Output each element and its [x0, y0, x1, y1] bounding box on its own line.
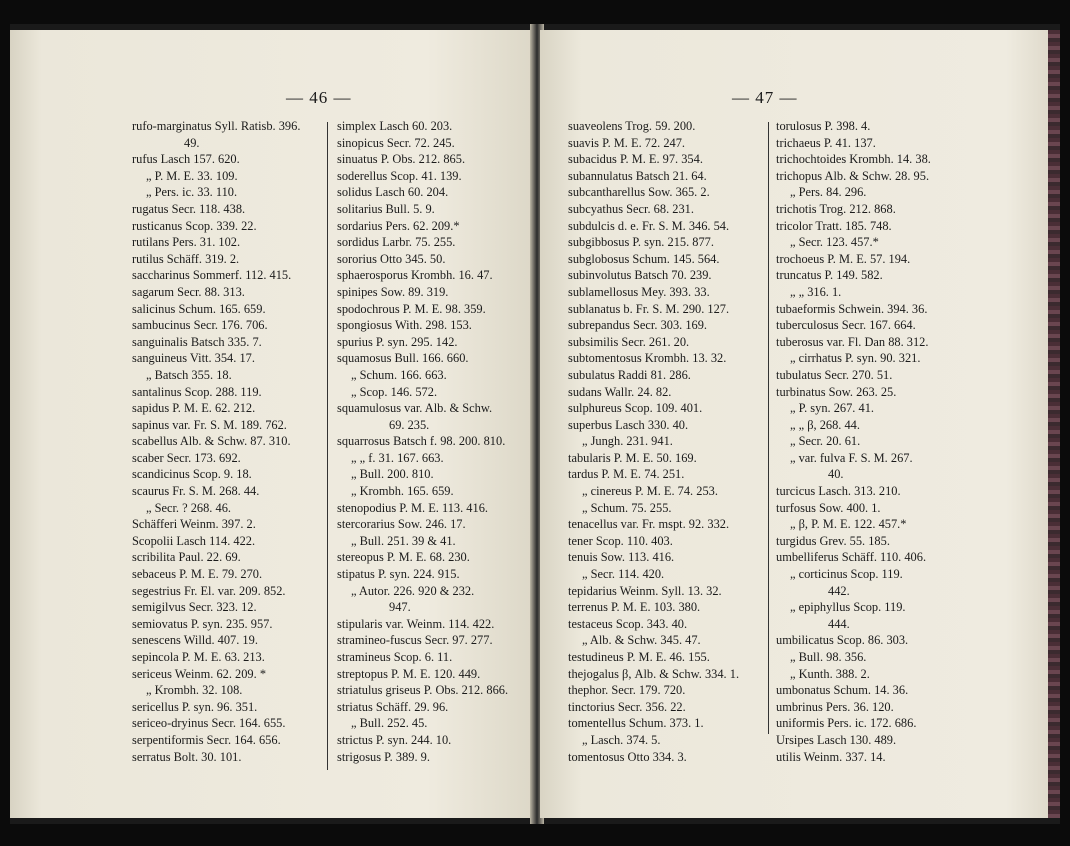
left-page-number: — 46 — [286, 88, 352, 107]
index-entry: spongiosus With. 298. 153. [337, 318, 472, 333]
right-page-number: — 47 — [732, 88, 798, 107]
index-entry: scribilita Paul. 22. 69. [132, 550, 241, 565]
index-entry: 49. [184, 135, 200, 150]
index-entry: tenacellus var. Fr. mspt. 92. 332. [568, 517, 730, 532]
index-entry: subsimilis Secr. 261. 20. [568, 334, 690, 349]
index-entry: sapidus P. M. E. 62. 212. [132, 401, 256, 416]
index-entry: „ Secr. 114. 420. [582, 567, 665, 582]
index-entry: torulosus P. 398. 4. [776, 119, 871, 133]
index-entry: tabularis P. M. E. 50. 169. [568, 450, 697, 465]
index-entry: subcyathus Secr. 68. 231. [568, 201, 694, 216]
index-entry: scabellus Alb. & Schw. 87. 310. [132, 434, 291, 449]
index-entry: „ Krombh. 165. 659. [351, 484, 454, 499]
index-entry: sagarum Secr. 88. 313. [132, 284, 245, 299]
index-entry: rufus Lasch 157. 620. [132, 152, 240, 167]
index-entry: „ cinereus P. M. E. 74. 253. [582, 484, 718, 499]
index-entry: tricolor Tratt. 185. 748. [776, 218, 892, 233]
index-entry: subtomentosus Krombh. 13. 32. [568, 351, 727, 366]
index-entry: stenopodius P. M. E. 113. 416. [337, 500, 488, 515]
index-entry: tuberculosus Secr. 167. 664. [776, 318, 916, 333]
index-entry: tubulatus Secr. 270. 51. [776, 367, 893, 382]
index-entry: „ Scop. 146. 572. [351, 384, 438, 399]
index-entry: „ „ f. 31. 167. 663. [351, 450, 444, 465]
left-page [10, 30, 532, 818]
index-entry: 444. [828, 616, 850, 631]
index-entry: subannulatus Batsch 21. 64. [568, 168, 707, 183]
index-entry: sanguinalis Batsch 335. 7. [132, 334, 262, 349]
index-entry: sericeo-dryinus Secr. 164. 655. [132, 716, 286, 731]
index-entry: terrenus P. M. E. 103. 380. [568, 600, 701, 615]
index-entry: rutilus Schäff. 319. 2. [132, 251, 240, 266]
right-column-1 [568, 118, 739, 765]
index-entry: Scopolii Lasch 114. 422. [132, 533, 256, 548]
index-entry: turgidus Grev. 55. 185. [776, 533, 890, 548]
index-entry: sanguineus Vitt. 354. 17. [132, 351, 255, 366]
index-entry: „ β, P. M. E. 122. 457.* [790, 517, 907, 532]
index-entry: sphaerosporus Krombh. 16. 47. [337, 268, 493, 283]
index-entry: sebaceus P. M. E. 79. 270. [132, 567, 263, 582]
index-entry: striatus Schäff. 29. 96. [337, 699, 449, 714]
left-column-1 [132, 118, 300, 765]
index-entry: simplex Lasch 60. 203. [337, 119, 453, 133]
index-entry: sordarius Pers. 62. 209.* [337, 218, 460, 233]
index-entry: „ Pers. 84. 296. [790, 185, 867, 200]
index-entry: sambucinus Secr. 176. 706. [132, 318, 268, 333]
index-entry: 442. [828, 583, 850, 598]
index-entry: salicinus Schum. 165. 659. [132, 301, 266, 316]
index-entry: trichochtoides Krombh. 14. 38. [776, 152, 931, 167]
index-entry: umbonatus Schum. 14. 36. [776, 683, 909, 698]
index-entry: stramineus Scop. 6. 11. [337, 650, 453, 664]
index-entry: „ Secr. 123. 457.* [790, 235, 879, 250]
index-entry: „ Schum. 166. 663. [351, 367, 447, 382]
index-entry: sapinus var. Fr. S. M. 189. 762. [132, 417, 287, 432]
index-entry: „ Batsch 355. 18. [146, 367, 232, 382]
index-entry: sublanatus b. Fr. S. M. 290. 127. [568, 301, 730, 316]
index-entry: sinopicus Secr. 72. 245. [337, 135, 455, 150]
index-entry: trichotis Trog. 212. 868. [776, 201, 896, 216]
index-entry: tinctorius Secr. 356. 22. [568, 699, 686, 714]
index-entry: Ursipes Lasch 130. 489. [776, 732, 897, 747]
index-entry: scaurus Fr. S. M. 268. 44. [132, 484, 260, 499]
index-entry: subdulcis d. e. Fr. S. M. 346. 54. [568, 218, 730, 233]
index-entry: „ Secr. ? 268. 46. [146, 500, 231, 515]
left-column-2 [337, 118, 508, 765]
index-entry: senescens Willd. 407. 19. [132, 633, 258, 648]
column-divider [327, 122, 328, 770]
index-entry: subulatus Raddi 81. 286. [568, 367, 691, 382]
index-entry: „ Autor. 226. 920 & 232. [351, 583, 475, 598]
index-entry: tubaeformis Schwein. 394. 36. [776, 301, 928, 316]
right-page [540, 30, 1058, 818]
index-entry: „ Schum. 75. 255. [582, 500, 672, 515]
index-entry: tener Scop. 110. 403. [568, 533, 673, 548]
index-entry: „ Lasch. 374. 5. [582, 732, 661, 747]
index-entry: strigosus P. 389. 9. [337, 749, 430, 764]
index-entry: „ Bull. 98. 356. [790, 650, 867, 664]
index-entry: truncatus P. 149. 582. [776, 268, 883, 283]
index-entry: subrepandus Secr. 303. 169. [568, 318, 708, 333]
index-entry: stereopus P. M. E. 68. 230. [337, 550, 470, 565]
index-entry: tepidarius Weinm. Syll. 13. 32. [568, 583, 722, 598]
index-entry: „ cirrhatus P. syn. 90. 321. [790, 351, 921, 366]
index-entry: sordidus Larbr. 75. 255. [337, 235, 456, 250]
index-entry: umbrinus Pers. 36. 120. [776, 699, 894, 714]
index-entry: „ P. syn. 267. 41. [790, 401, 874, 416]
index-entry: solitarius Bull. 5. 9. [337, 201, 435, 216]
index-entry: semiovatus P. syn. 235. 957. [132, 616, 273, 631]
index-entry: tomentellus Schum. 373. 1. [568, 716, 704, 731]
index-entry: squarrosus Batsch f. 98. 200. 810. [337, 434, 506, 449]
index-entry: rusticanus Scop. 339. 22. [132, 218, 257, 233]
index-entry: serpentiformis Secr. 164. 656. [132, 732, 281, 747]
index-entry: semigilvus Secr. 323. 12. [132, 600, 257, 615]
index-entry: squamulosus var. Alb. & Schw. [337, 401, 493, 416]
index-entry: rutilans Pers. 31. 102. [132, 235, 241, 250]
index-entry: turcicus Lasch. 313. 210. [776, 484, 901, 499]
index-entry: „ epiphyllus Scop. 119. [790, 600, 906, 615]
index-entry: subinvolutus Batsch 70. 239. [568, 268, 712, 283]
index-entry: subglobosus Schum. 145. 564. [568, 251, 720, 266]
index-entry: squamosus Bull. 166. 660. [337, 351, 469, 366]
index-entry: subgibbosus P. syn. 215. 877. [568, 235, 714, 250]
index-entry: „ Secr. 20. 61. [790, 434, 861, 449]
index-entry: santalinus Scop. 288. 119. [132, 384, 262, 399]
index-entry: trichaeus P. 41. 137. [776, 135, 876, 150]
index-entry: turbinatus Sow. 263. 25. [776, 384, 897, 399]
index-entry: spurius P. syn. 295. 142. [337, 334, 458, 349]
index-entry: rugatus Secr. 118. 438. [132, 201, 246, 216]
index-entry: umbilicatus Scop. 86. 303. [776, 633, 909, 648]
index-entry: stercorarius Sow. 246. 17. [337, 517, 466, 532]
index-entry: stipatus P. syn. 224. 915. [337, 567, 460, 582]
book-edge [1048, 30, 1060, 818]
index-entry: thejogalus β, Alb. & Schw. 334. 1. [568, 666, 740, 681]
index-entry: turfosus Sow. 400. 1. [776, 500, 881, 515]
index-entry: tuberosus var. Fl. Dan 88. 312. [776, 334, 929, 349]
index-entry: saccharinus Sommerf. 112. 415. [132, 268, 292, 283]
index-entry: Schäfferi Weinm. 397. 2. [132, 517, 256, 532]
index-entry: stramineo-fuscus Secr. 97. 277. [337, 633, 493, 648]
index-entry: soderellus Scop. 41. 139. [337, 168, 462, 183]
index-entry: uniformis Pers. ic. 172. 686. [776, 716, 917, 731]
index-entry: „ P. M. E. 33. 109. [146, 168, 238, 183]
index-entry: sepincola P. M. E. 63. 213. [132, 650, 265, 664]
index-entry: spinipes Sow. 89. 319. [337, 284, 449, 299]
index-entry: tardus P. M. E. 74. 251. [568, 467, 685, 482]
index-entry: trochoeus P. M. E. 57. 194. [776, 251, 911, 266]
index-entry: suavis P. M. E. 72. 247. [568, 135, 686, 150]
index-entry: scandicinus Scop. 9. 18. [132, 467, 252, 482]
index-entry: umbelliferus Schäff. 110. 406. [776, 550, 927, 565]
index-entry: „ Bull. 251. 39 & 41. [351, 533, 456, 548]
index-entry: sulphureus Scop. 109. 401. [568, 401, 703, 416]
right-column-2 [776, 118, 931, 765]
index-entry: rufo-marginatus Syll. Ratisb. 396. [132, 119, 301, 133]
index-entry: „ Bull. 200. 810. [351, 467, 434, 482]
index-entry: trichopus Alb. & Schw. 28. 95. [776, 168, 930, 183]
book-spread [10, 24, 1060, 824]
index-entry: striatulus griseus P. Obs. 212. 866. [337, 683, 509, 698]
index-entry: subacidus P. M. E. 97. 354. [568, 152, 703, 167]
index-entry: „ „ β, 268. 44. [790, 417, 860, 432]
index-entry: suaveolens Trog. 59. 200. [568, 119, 696, 133]
index-entry: „ Kunth. 388. 2. [790, 666, 870, 681]
index-entry: scaber Secr. 173. 692. [132, 450, 241, 465]
index-entry: „ Pers. ic. 33. 110. [146, 185, 238, 200]
index-entry: testaceus Scop. 343. 40. [568, 616, 688, 631]
index-entry: 69. 235. [389, 417, 430, 432]
index-entry: streptopus P. M. E. 120. 449. [337, 666, 481, 681]
index-entry: thephor. Secr. 179. 720. [568, 683, 686, 698]
index-entry: „ „ 316. 1. [790, 284, 842, 299]
index-entry: „ Bull. 252. 45. [351, 716, 428, 731]
index-entry: „ Krombh. 32. 108. [146, 683, 243, 698]
index-entry: 947. [389, 600, 411, 615]
index-entry: tomentosus Otto 334. 3. [568, 749, 687, 764]
index-entry: tenuis Sow. 113. 416. [568, 550, 675, 565]
index-entry: spodochrous P. M. E. 98. 359. [337, 301, 486, 316]
index-entry: „ Alb. & Schw. 345. 47. [582, 633, 701, 648]
index-entry: 40. [828, 467, 844, 482]
index-entry: „ Jungh. 231. 941. [582, 434, 673, 449]
index-entry: sinuatus P. Obs. 212. 865. [337, 152, 466, 167]
index-entry: stipularis var. Weinm. 114. 422. [337, 616, 495, 631]
column-divider [768, 122, 769, 734]
index-entry: „ corticinus Scop. 119. [790, 567, 903, 582]
index-entry: solidus Lasch 60. 204. [337, 185, 449, 200]
index-entry: sericeus Weinm. 62. 209. * [132, 666, 267, 681]
index-entry: segestrius Fr. El. var. 209. 852. [132, 583, 286, 598]
index-entry: utilis Weinm. 337. 14. [776, 749, 886, 764]
index-entry: strictus P. syn. 244. 10. [337, 732, 452, 747]
index-entry: „ var. fulva F. S. M. 267. [790, 450, 913, 465]
index-entry: sublamellosus Mey. 393. 33. [568, 284, 710, 299]
index-entry: subcantharellus Sow. 365. 2. [568, 185, 710, 200]
index-entry: superbus Lasch 330. 40. [568, 417, 689, 432]
index-entry: serratus Bolt. 30. 101. [132, 749, 242, 764]
index-entry: sororius Otto 345. 50. [337, 251, 446, 266]
index-entry: sericellus P. syn. 96. 351. [132, 699, 258, 714]
index-entry: testudineus P. M. E. 46. 155. [568, 650, 710, 664]
index-entry: sudans Wallr. 24. 82. [568, 384, 672, 399]
